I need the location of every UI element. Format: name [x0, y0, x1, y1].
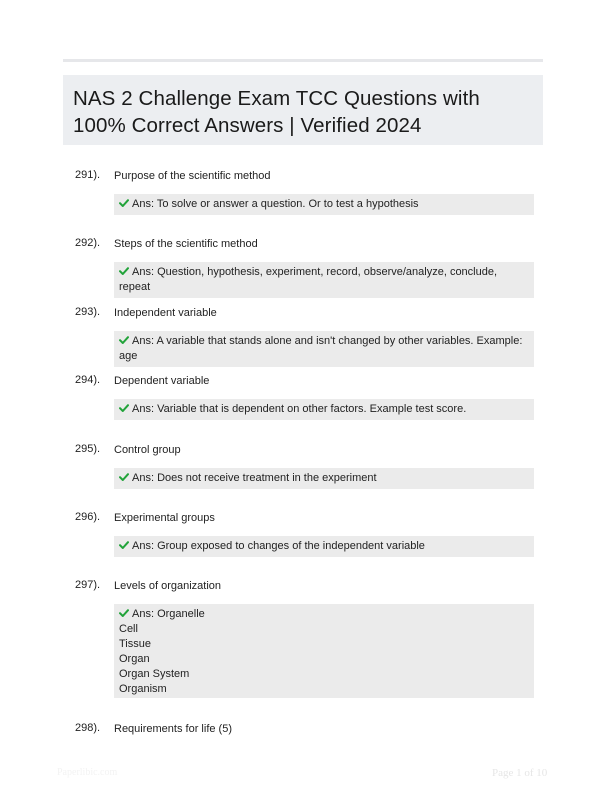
question-text: Independent variable — [114, 307, 217, 319]
answer-box — [114, 536, 534, 557]
question-text: Requirements for life (5) — [114, 723, 232, 735]
document-title: NAS 2 Challenge Exam TCC Questions with 100% Correct Answers | Verified 2024 — [73, 87, 480, 137]
question-number: 293). — [75, 306, 101, 318]
question-number: 292). — [75, 237, 101, 249]
answer-text: Ans: Does not receive treatment in the experiment — [132, 472, 377, 484]
answer-text: Organism — [119, 683, 167, 695]
answer-text: Ans: Variable that is dependent on other factors. Example test score. — [132, 403, 467, 415]
question-text: Steps of the scientific method — [114, 238, 258, 250]
answer-text: Organ System — [119, 668, 190, 680]
answer-box — [114, 262, 534, 298]
answer-box — [114, 604, 534, 698]
title-banner — [63, 75, 543, 145]
answer-box — [114, 399, 534, 420]
check-icon — [119, 336, 129, 344]
question-text: Levels of organization — [114, 580, 222, 592]
answer-text: Ans: To solve or answer a question. Or to test a hypothesis — [132, 198, 419, 210]
answer-text: Cell — [119, 623, 138, 635]
footer-site-watermark: Paperlibic.com — [57, 767, 118, 778]
question-text: Purpose of the scientific method — [114, 170, 271, 182]
answer-box — [114, 194, 534, 215]
question-text: Dependent variable — [114, 375, 210, 387]
page-indicator: Page 1 of 10 — [492, 767, 548, 779]
answer-text: Ans: A variable that stands alone and isn't changed by other variables. Example: age — [119, 335, 523, 362]
answer-text: Ans: Organelle — [132, 608, 205, 620]
answer-box — [114, 331, 534, 367]
question-number: 295). — [75, 443, 101, 455]
question-number: 298). — [75, 722, 101, 734]
answer-text: Organ — [119, 653, 150, 665]
question-number: 291). — [75, 169, 101, 181]
answer-text: Ans: Question, hypothesis, experiment, record, observe/analyze, conclude, repeat — [119, 266, 498, 293]
question-text: Control group — [114, 444, 181, 456]
question-number: 296). — [75, 511, 101, 523]
check-icon — [119, 473, 129, 481]
top-divider — [63, 59, 543, 62]
check-icon — [119, 609, 129, 617]
answer-text: Tissue — [119, 638, 151, 650]
answer-box — [114, 468, 534, 489]
question-number: 294). — [75, 374, 101, 386]
check-icon — [119, 541, 129, 549]
question-number: 297). — [75, 579, 101, 591]
answer-text: Ans: Group exposed to changes of the independent variable — [132, 540, 425, 552]
question-text: Experimental groups — [114, 512, 215, 524]
check-icon — [119, 267, 129, 275]
check-icon — [119, 199, 129, 207]
check-icon — [119, 404, 129, 412]
